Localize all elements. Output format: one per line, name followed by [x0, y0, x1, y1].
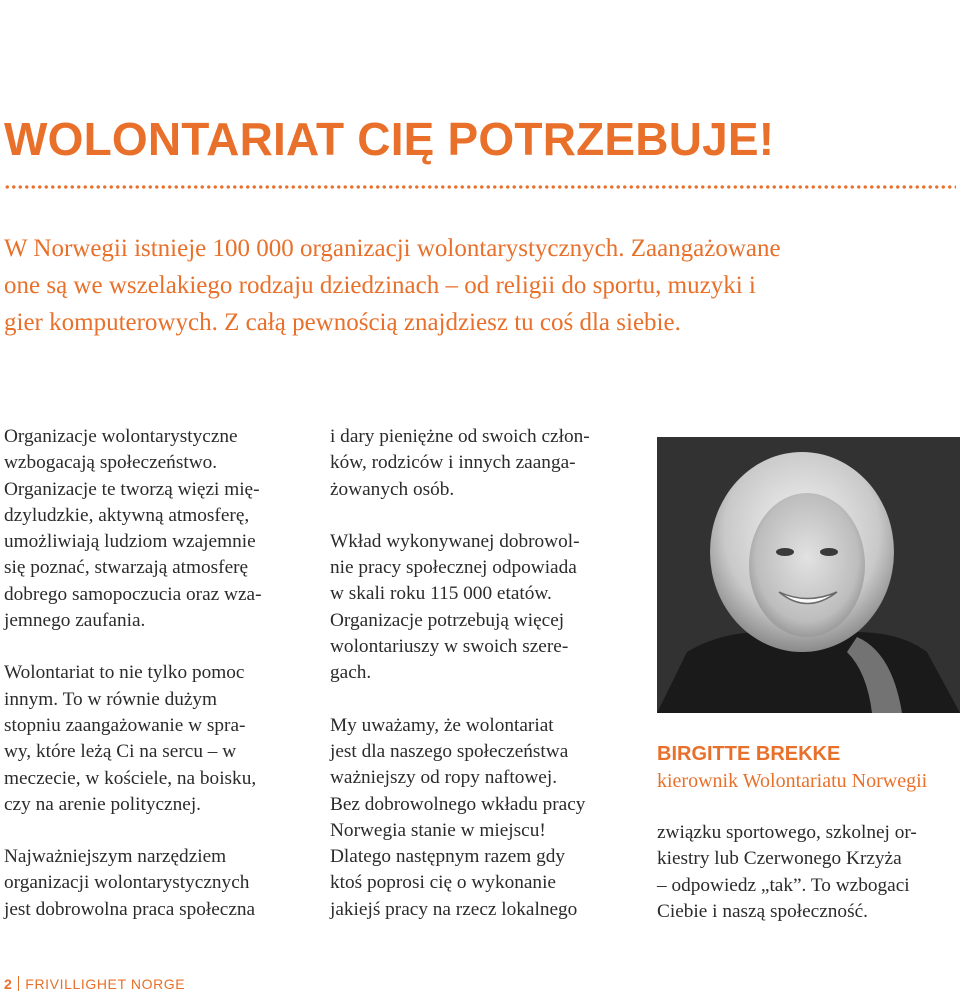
text-line: umożliwiają ludziom wzajemnie [4, 531, 256, 553]
text-line: Najważniejszym narzędziem [4, 846, 227, 868]
column2-paragraph-2 [330, 529, 630, 687]
photo-caption-name: BIRGITTE BREKKE [657, 743, 841, 765]
text-line: ków, rodziców i innych zaanga- [330, 452, 576, 474]
page-footer [4, 975, 185, 993]
text-line: meczecie, w kościele, na boisku, [4, 767, 257, 789]
publication-name: FRIVILLIGHET NORGE [25, 976, 186, 992]
text-line: ktoś poprosi cię o wykonanie [330, 872, 556, 894]
text-line: czy na arenie politycznej. [4, 793, 201, 815]
text-line: My uważamy, że wolontariat [330, 714, 554, 736]
text-column-1 [4, 424, 304, 923]
text-line: gach. [330, 662, 372, 684]
photo-caption-role: kierownik Wolontariatu Norwegii [657, 770, 928, 792]
text-line: Wkład wykonywanej dobrowol- [330, 530, 580, 552]
text-line: Organizacje potrzebują więcej [330, 609, 565, 631]
text-line: się poznać, stwarzają atmosferę [4, 557, 249, 579]
column1-paragraph-3 [4, 844, 304, 923]
intro-line: one są we wszelakiego rodzaju dziedzinach – od religii do sportu, muzyki i [4, 272, 756, 299]
text-line: żowanych osób. [330, 478, 455, 500]
text-line: Bez dobrowolnego wkładu pracy [330, 793, 586, 815]
footer-separator [18, 976, 20, 991]
text-line: w skali roku 115 000 etatów. [330, 583, 552, 605]
text-line: wolontariuszy w swoich szere- [330, 636, 569, 658]
portrait-photo [657, 437, 960, 713]
text-line: nie pracy społecznej odpowiada [330, 557, 577, 579]
text-line: Dlatego następnym razem gdy [330, 846, 566, 868]
portrait-illustration [657, 437, 960, 713]
text-line: stopniu zaangażowanie w spra- [4, 714, 246, 736]
text-line: jemnego zaufania. [4, 610, 146, 632]
intro-line: W Norwegii istnieje 100 000 organizacji wolontarystycznych. Zaangażowane [4, 235, 781, 262]
text-line: wy, które leżą Ci na sercu – w [4, 741, 237, 763]
page-number: 2 [4, 976, 12, 992]
text-line: Wolontariat to nie tylko pomoc [4, 662, 245, 684]
text-column-3 [657, 820, 957, 925]
text-line: związku sportowego, szkolnej or- [657, 822, 917, 843]
text-line: i dary pieniężne od swoich człon- [330, 426, 590, 447]
column1-paragraph-2 [4, 660, 304, 818]
text-line: dzyludzkie, aktywną atmosferę, [4, 504, 250, 526]
text-line: jakiejś pracy na rzecz lokalnego [330, 898, 578, 920]
column2-paragraph-1 [330, 424, 630, 503]
intro-line: gier komputerowych. Z całą pewnością znajdziesz tu coś dla siebie. [4, 309, 681, 336]
text-line: dobrego samopoczucia oraz wza- [4, 583, 262, 605]
text-line: kiestry lub Czerwonego Krzyża [657, 848, 902, 870]
column2-paragraph-3 [330, 713, 630, 923]
text-line: Ciebie i naszą społeczność. [657, 900, 868, 922]
intro-paragraph [4, 230, 959, 341]
dotted-divider [4, 185, 956, 189]
text-line: Organizacje wolontarystyczne [4, 426, 238, 447]
text-line: organizacji wolontarystycznych [4, 872, 250, 894]
text-line: ważniejszy od ropy naftowej. [330, 767, 558, 789]
text-column-2 [330, 424, 630, 923]
text-line: innym. To w równie dużym [4, 688, 218, 710]
text-line: wzbogacają społeczeństwo. [4, 452, 218, 474]
text-line: jest dobrowolna praca społeczna [4, 898, 256, 920]
text-line: Norwegia stanie w miejscu! [330, 819, 546, 841]
text-line: – odpowiedz „tak”. To wzbogaci [657, 874, 910, 896]
text-line: jest dla naszego społeczeństwa [330, 740, 569, 762]
page-title: WOLONTARIAT CIĘ POTRZEBUJE! [4, 113, 775, 165]
text-line: Organizacje te tworzą więzi mię- [4, 478, 260, 500]
column1-paragraph-1 [4, 424, 304, 634]
